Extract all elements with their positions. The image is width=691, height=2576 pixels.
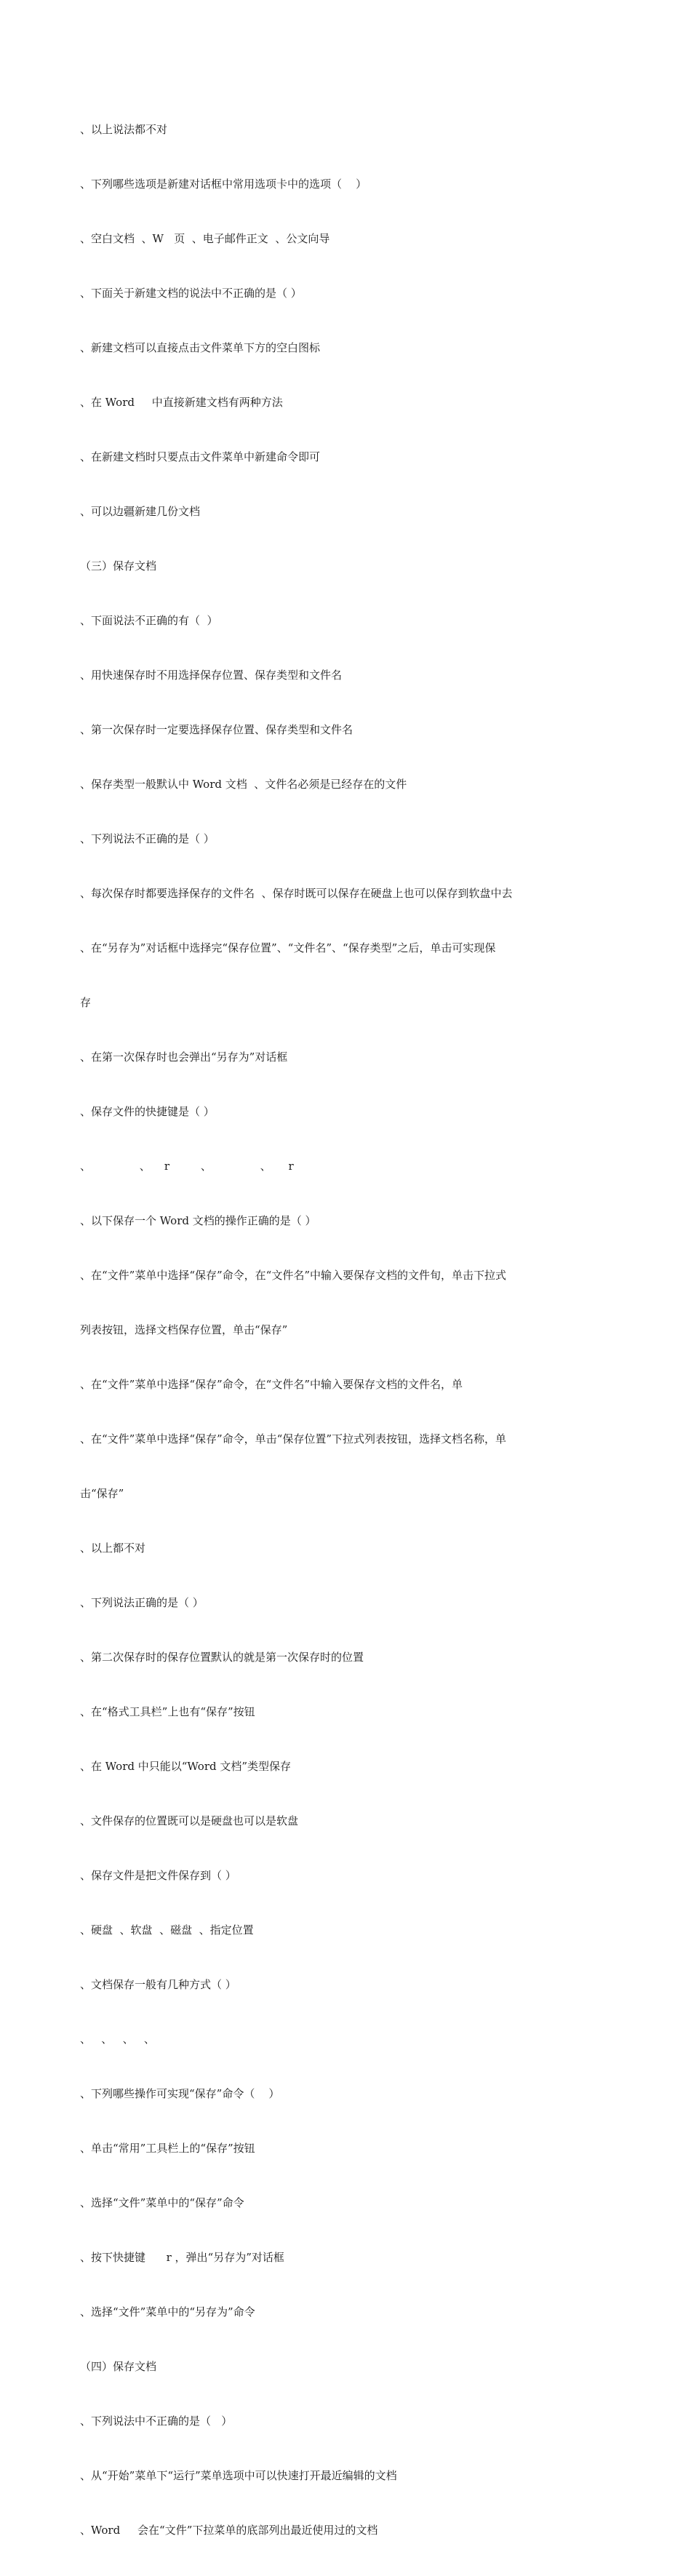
question-line: 、以下保存一个 Word 文档的操作正确的是（ ）: [80, 1214, 316, 1227]
option-line: 、在“另存为”对话框中选择完“保存位置”、“文件名”、“保存类型”之后，单击可实现保: [80, 941, 496, 954]
option-line: 、在 Word 中直接新建文档有两种方法: [80, 396, 283, 409]
option-line: 、每次保存时都要选择保存的文件名 、保存时既可以保存在硬盘上也可以保存到软盘中去: [80, 887, 513, 900]
option-line: 、以上都不对: [80, 1542, 146, 1555]
option-line: 、第一次保存时一定要选择保存位置、保存类型和文件名: [80, 723, 354, 736]
option-line: 、 、 、 、: [80, 2033, 155, 2046]
question-line: 、保存文件是把文件保存到（ ）: [80, 1869, 236, 1882]
question-line: 、下列说法中不正确的是（ ）: [80, 2414, 233, 2428]
document-body: [80, 84, 604, 2576]
option-line: 、在“文件”菜单中选择“保存”命令，单击“保存位置”下拉式列表按钮，选择文档名称，单: [80, 1432, 507, 1445]
option-line-continuation: 存: [80, 996, 92, 1009]
option-line: 、按下快捷键 r ，弹出“另存为”对话框: [80, 2251, 284, 2264]
question-line: 、保存文件的快捷键是（ ）: [80, 1105, 215, 1118]
option-line: 、第二次保存时的保存位置默认的就是第一次保存时的位置: [80, 1651, 364, 1664]
option-line: 、从“开始”菜单下“运行”菜单选项中可以快速打开最近编辑的文档: [80, 2469, 397, 2482]
text-line: 、以上说法都不对: [80, 123, 168, 136]
question-line: 、下列哪些操作可实现“保存”命令（ ）: [80, 2087, 280, 2100]
option-line: 、在“格式工具栏”上也有“保存”按钮: [80, 1705, 255, 1718]
question-line: 、下面说法不正确的有（ ）: [80, 614, 218, 627]
option-line: 、空白文档 、W 页 、电子邮件正文 、公文向导: [80, 232, 330, 245]
option-line: 、硬盘 、软盘 、磁盘 、指定位置: [80, 1923, 254, 1937]
section-heading: （三）保存文档: [80, 559, 157, 573]
option-line: 、Word 会在“文件”下拉菜单的底部列出最近使用过的文档: [80, 2524, 378, 2537]
option-line: 、在“文件”菜单中选择“保存”命令，在“文件名”中输入要保存文档的文件名，单: [80, 1378, 463, 1391]
option-line: 、可以边疆新建几份文档: [80, 505, 201, 518]
option-line: 、新建文档可以直接点击文件菜单下方的空白图标: [80, 341, 321, 354]
option-line-continuation: 列表按钮，选择文档保存位置，单击“保存”: [80, 1323, 288, 1336]
question-line: 、下面关于新建文档的说法中不正确的是（ ）: [80, 287, 302, 300]
option-line: 、单击“常用”工具栏上的“保存”按钮: [80, 2142, 255, 2155]
option-line: 、在 Word 中只能以“Word 文档”类型保存: [80, 1760, 292, 1773]
question-line: 、下列哪些选项是新建对话框中常用选项卡中的选项（ ）: [80, 178, 367, 191]
question-line: 、文档保存一般有几种方式（ ）: [80, 1978, 236, 1991]
option-line: 、文件保存的位置既可以是硬盘也可以是软盘: [80, 1814, 299, 1827]
option-line: 、在第一次保存时也会弹出“另存为”对话框: [80, 1050, 288, 1064]
option-line-continuation: 击“保存”: [80, 1487, 124, 1500]
option-line: 、在“文件”菜单中选择“保存”命令，在“文件名”中输入要保存文档的文件旬，单击下拉式: [80, 1269, 507, 1282]
section-heading: （四）保存文档: [80, 2360, 157, 2373]
option-line: 、用快速保存时不用选择保存位置、保存类型和文件名: [80, 669, 343, 682]
option-line: 、 、 r 、 、 r: [80, 1160, 294, 1173]
option-line: 、选择“文件”菜单中的“保存”命令: [80, 2196, 244, 2209]
option-line: 、在新建文档时只要点击文件菜单中新建命令即可: [80, 450, 321, 463]
option-line: 、保存类型一般默认中 Word 文档 、文件名必须是已经存在的文件: [80, 778, 407, 791]
question-line: 、下列说法不正确的是（ ）: [80, 832, 215, 845]
question-line: 、下列说法正确的是（ ）: [80, 1596, 204, 1609]
option-line: 、选择“文件”菜单中的“另存为”命令: [80, 2305, 255, 2318]
